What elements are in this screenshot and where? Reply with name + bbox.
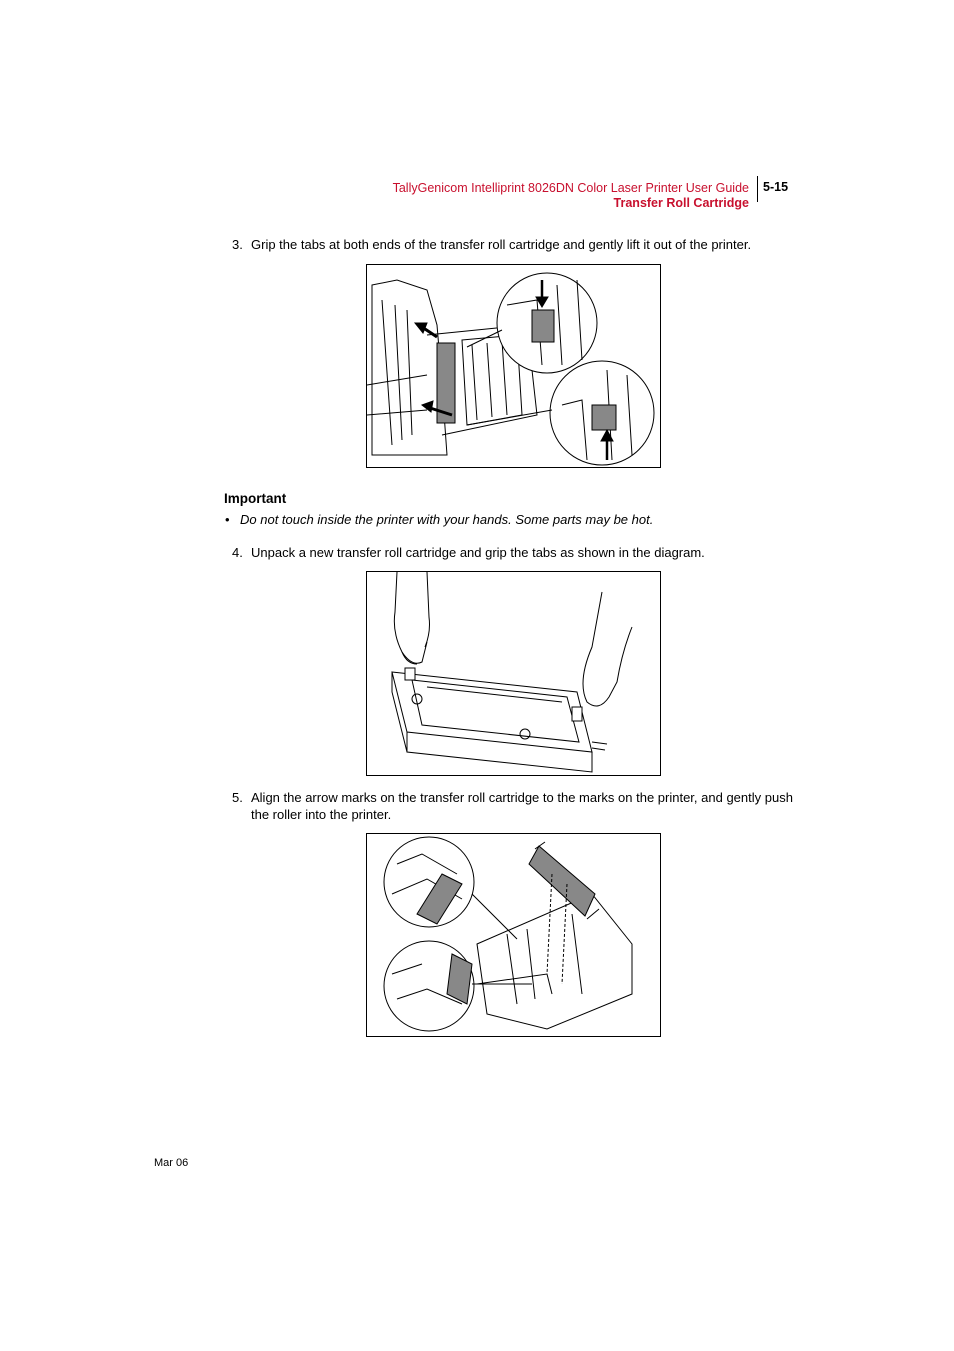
document-title: TallyGenicom Intelliprint 8026DN Color Laser Printer User Guide [392,181,749,195]
step-text: Unpack a new transfer roll cartridge and grip the tabs as shown in the diagram. [251,545,705,560]
step-number: 3. [232,237,243,252]
figure-insert-cartridge [366,833,661,1037]
page-number: 5-15 [763,180,789,194]
bullet-marker: • [225,512,230,527]
important-note: Do not touch inside the printer with your hands. Some parts may be hot. [240,512,654,527]
section-title: Transfer Roll Cartridge [613,196,749,210]
step-number: 4. [232,545,243,560]
important-heading: Important [224,491,287,506]
step-text: Align the arrow marks on the transfer roll cartridge to the marks on the printer, and gently push the roller into the printer. [251,790,793,822]
footer-date: Mar 06 [154,1157,189,1169]
figure-remove-cartridge [366,264,661,468]
step-text: Grip the tabs at both ends of the transfer roll cartridge and gently lift it out of the printer. [251,237,752,252]
figure-hold-cartridge [366,571,661,776]
step-number: 5. [232,790,243,805]
header-divider [757,176,758,202]
